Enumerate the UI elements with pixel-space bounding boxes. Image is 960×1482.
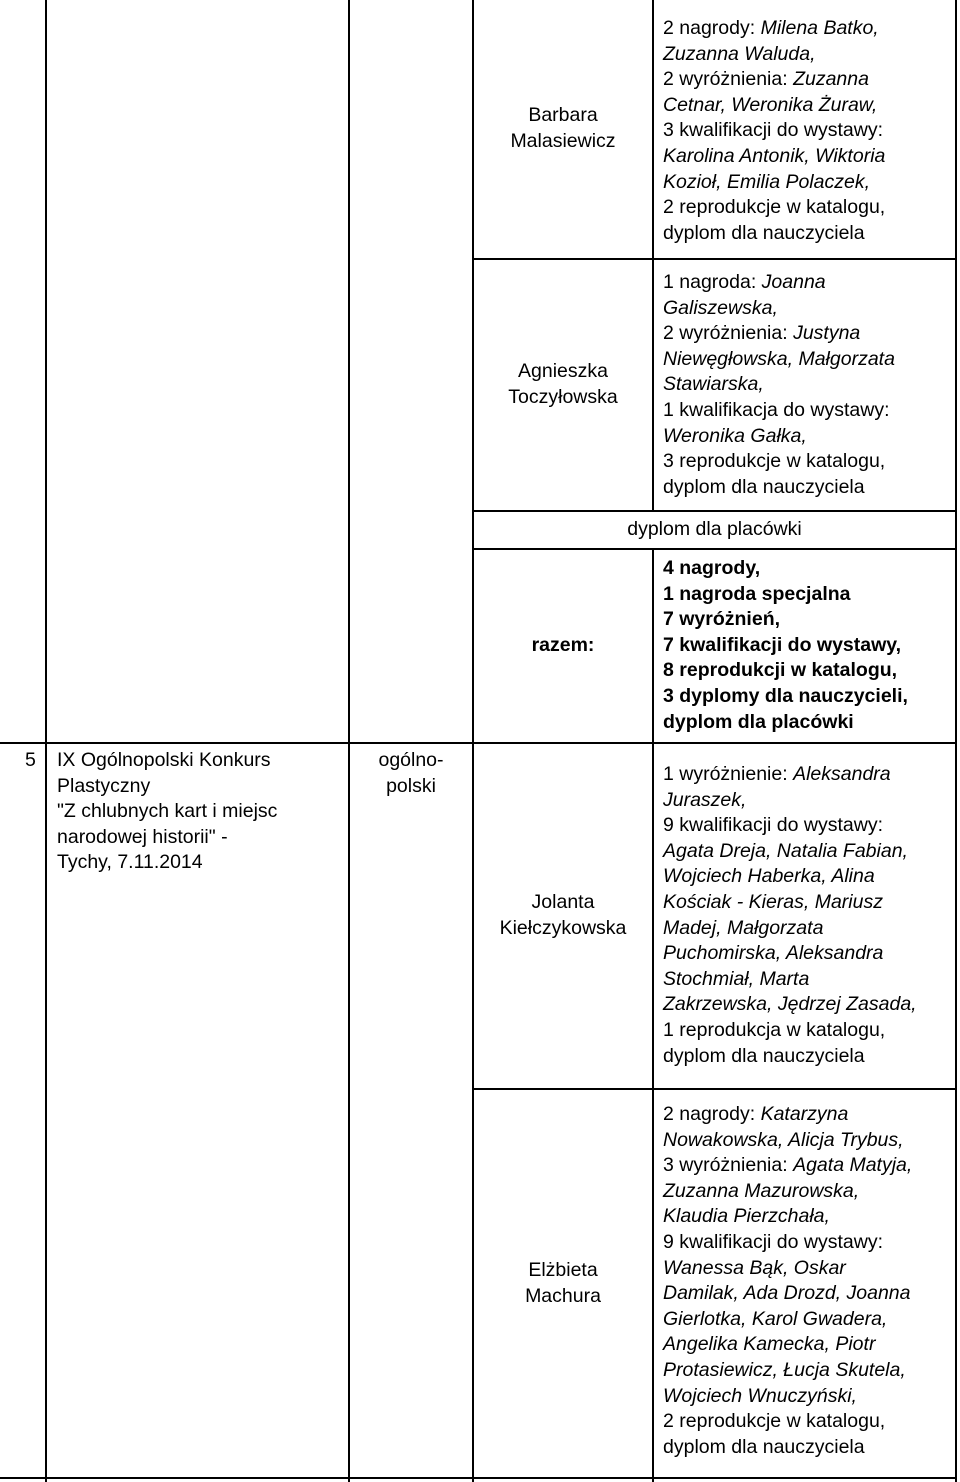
student-names: Wojciech Wnuczyński, bbox=[663, 1384, 857, 1407]
result-line bbox=[663, 347, 955, 373]
grid-line bbox=[955, 0, 957, 1482]
result-line bbox=[663, 118, 955, 144]
teacher-cell bbox=[474, 744, 652, 1088]
results-cell bbox=[663, 270, 955, 500]
result-text: 2 reprodukcje w katalogu, bbox=[663, 196, 886, 219]
result-line bbox=[663, 195, 955, 221]
competition-title-line: Tychy, 7.11.2014 bbox=[57, 851, 203, 874]
teacher-name-line: Malasiewicz bbox=[510, 130, 616, 152]
summary-line: dyplom dla placówki bbox=[663, 710, 854, 733]
teacher-name-line: Kiełczykowska bbox=[499, 917, 627, 939]
result-line bbox=[663, 1384, 955, 1410]
teacher-cell bbox=[474, 260, 652, 510]
result-line bbox=[663, 992, 955, 1018]
student-names: Madej, Małgorzata bbox=[663, 916, 824, 939]
result-line bbox=[663, 788, 955, 814]
summary-line: 8 reprodukcji w katalogu, bbox=[663, 659, 898, 682]
student-names: Karolina Antonik, Wiktoria bbox=[663, 144, 886, 167]
competition-title-line: "Z chlubnych kart i miejsc bbox=[57, 800, 278, 823]
result-text: 1 wyróżnienie: bbox=[663, 763, 794, 785]
result-line bbox=[663, 1204, 955, 1230]
result-text: dyplom dla nauczyciela bbox=[663, 221, 865, 244]
competition-scope bbox=[350, 748, 472, 799]
student-names: Galiszewska, bbox=[663, 296, 778, 319]
student-names: Zuzanna Mazurowska, bbox=[663, 1179, 860, 1202]
result-line bbox=[663, 813, 955, 839]
student-names: Protasiewicz, Łucja Skutela, bbox=[663, 1358, 906, 1381]
result-line bbox=[663, 1435, 955, 1461]
student-names: Joanna bbox=[761, 271, 826, 293]
result-line bbox=[663, 93, 955, 119]
competition-title bbox=[57, 748, 347, 876]
student-names: Damilak, Ada Drozd, Joanna bbox=[663, 1282, 911, 1305]
result-text: 9 kwalifikacji do wystawy: bbox=[663, 814, 883, 837]
result-line bbox=[663, 270, 955, 296]
result-line bbox=[663, 1102, 955, 1128]
student-names: Stawiarska, bbox=[663, 373, 764, 396]
results-cell bbox=[663, 762, 955, 1069]
result-text: 2 wyróżnienia: bbox=[663, 68, 794, 91]
student-names: Puchomirska, Aleksandra bbox=[663, 942, 884, 965]
student-names: Juraszek, bbox=[663, 788, 747, 811]
student-names: Cetnar, Weronika Żuraw, bbox=[663, 93, 878, 116]
result-line bbox=[663, 398, 955, 424]
results-cell bbox=[663, 16, 955, 246]
result-text: 3 kwalifikacji do wystawy: bbox=[663, 119, 883, 142]
student-names: Stochmiał, Marta bbox=[663, 967, 810, 990]
result-text: 3 wyróżnienia: bbox=[663, 1154, 794, 1177]
result-line bbox=[663, 1128, 955, 1154]
result-line bbox=[663, 1332, 955, 1358]
summary-line: 7 wyróżnień, bbox=[663, 608, 781, 631]
grid-line bbox=[652, 0, 654, 510]
grid-line bbox=[45, 0, 47, 1482]
result-line bbox=[663, 967, 955, 993]
result-text: 1 nagroda: bbox=[663, 271, 762, 293]
student-names: Katarzyna bbox=[760, 1103, 849, 1125]
result-line bbox=[663, 1409, 955, 1435]
student-names: Gierlotka, Karol Gwadera, bbox=[663, 1307, 888, 1330]
teacher-cell bbox=[474, 1090, 652, 1477]
student-names: Kościak - Kieras, Mariusz bbox=[663, 890, 883, 913]
competition-scope-line: ogólno- bbox=[378, 749, 444, 771]
result-text: dyplom dla nauczyciela bbox=[663, 1044, 865, 1067]
result-text: dyplom dla nauczyciela bbox=[663, 1435, 865, 1458]
teacher-cell bbox=[474, 0, 652, 258]
result-text: 9 kwalifikacji do wystawy: bbox=[663, 1230, 883, 1253]
result-line bbox=[663, 42, 955, 68]
result-line bbox=[663, 144, 955, 170]
result-text: dyplom dla nauczyciela bbox=[663, 475, 865, 498]
student-names: Agata Matyja, bbox=[793, 1154, 913, 1177]
competition-title-line: narodowej historii" - bbox=[57, 825, 228, 848]
result-text: 2 reprodukcje w katalogu, bbox=[663, 1410, 886, 1433]
summary-label: razem: bbox=[531, 634, 595, 657]
student-names: Klaudia Pierzchała, bbox=[663, 1205, 830, 1228]
teacher-name-line: Elżbieta bbox=[528, 1258, 598, 1281]
result-line bbox=[663, 16, 955, 42]
competition-number: 5 bbox=[25, 749, 36, 771]
result-line bbox=[663, 321, 955, 347]
teacher-name-line: Toczyłowska bbox=[508, 386, 618, 408]
teacher-name-line: Machura bbox=[525, 1284, 601, 1307]
competition-scope-line: polski bbox=[386, 774, 436, 797]
result-line bbox=[663, 839, 955, 865]
teacher-name-line: Agnieszka bbox=[518, 360, 608, 383]
student-names: Angelika Kamecka, Piotr bbox=[663, 1333, 876, 1356]
result-text: 3 reprodukcje w katalogu, bbox=[663, 450, 886, 473]
result-line bbox=[663, 1281, 955, 1307]
summary-cell bbox=[663, 556, 955, 735]
student-names: Zakrzewska, Jędrzej Zasada, bbox=[663, 993, 917, 1016]
grid-line bbox=[348, 0, 350, 1482]
result-line bbox=[663, 864, 955, 890]
summary-line: 4 nagrody, bbox=[663, 557, 761, 579]
result-text: 2 nagrody: bbox=[663, 1103, 761, 1125]
result-line bbox=[663, 916, 955, 942]
result-line bbox=[663, 170, 955, 196]
result-line bbox=[663, 475, 955, 501]
grid-line bbox=[652, 548, 654, 1482]
result-line bbox=[663, 1358, 955, 1384]
result-line bbox=[663, 1179, 955, 1205]
result-line bbox=[663, 1044, 955, 1070]
student-names: Agata Dreja, Natalia Fabian, bbox=[663, 839, 908, 862]
result-text: 1 kwalifikacja do wystawy: bbox=[663, 398, 890, 421]
student-names: Zuzanna Waluda, bbox=[663, 42, 816, 65]
result-line bbox=[663, 449, 955, 475]
summary-label-cell bbox=[474, 550, 652, 742]
result-line bbox=[663, 890, 955, 916]
result-line bbox=[663, 941, 955, 967]
student-names: Nowakowska, Alicja Trybus, bbox=[663, 1128, 904, 1151]
result-text: 2 nagrody: bbox=[663, 17, 761, 39]
result-line bbox=[663, 221, 955, 247]
result-line bbox=[663, 762, 955, 788]
student-names: Milena Batko, bbox=[760, 17, 879, 39]
competition-title-line: Plastyczny bbox=[57, 774, 151, 797]
result-text: 1 reprodukcja w katalogu, bbox=[663, 1018, 886, 1041]
result-line bbox=[663, 1230, 955, 1256]
teacher-name-line: Jolanta bbox=[531, 891, 595, 914]
student-names: Zuzanna bbox=[793, 68, 869, 91]
results-cell bbox=[663, 1102, 955, 1460]
school-award: dyplom dla placówki bbox=[627, 518, 802, 541]
grid-line bbox=[0, 1477, 957, 1479]
summary-line: 3 dyplomy dla nauczycieli, bbox=[663, 684, 908, 707]
result-text: 2 wyróżnienia: bbox=[663, 322, 794, 345]
student-names: Justyna bbox=[793, 322, 861, 345]
student-names: Niewęgłowska, Małgorzata bbox=[663, 347, 895, 370]
result-line bbox=[663, 424, 955, 450]
result-line bbox=[663, 67, 955, 93]
result-line bbox=[663, 1018, 955, 1044]
result-line bbox=[663, 296, 955, 322]
student-names: Kozioł, Emilia Polaczek, bbox=[663, 170, 870, 193]
result-line bbox=[663, 1256, 955, 1282]
student-names: Wojciech Haberka, Alina bbox=[663, 865, 875, 888]
teacher-name-line: Barbara bbox=[528, 104, 598, 127]
summary-line: 1 nagroda specjalna bbox=[663, 582, 851, 605]
result-line bbox=[663, 372, 955, 398]
student-names: Wanessa Bąk, Oskar bbox=[663, 1256, 846, 1279]
student-names: Weronika Gałka, bbox=[663, 424, 807, 447]
school-award-cell bbox=[474, 512, 955, 548]
student-names: Aleksandra bbox=[793, 763, 891, 785]
result-line bbox=[663, 1153, 955, 1179]
summary-line: 7 kwalifikacji do wystawy, bbox=[663, 633, 902, 656]
competition-title-line: IX Ogólnopolski Konkurs bbox=[57, 749, 271, 771]
result-line bbox=[663, 1307, 955, 1333]
